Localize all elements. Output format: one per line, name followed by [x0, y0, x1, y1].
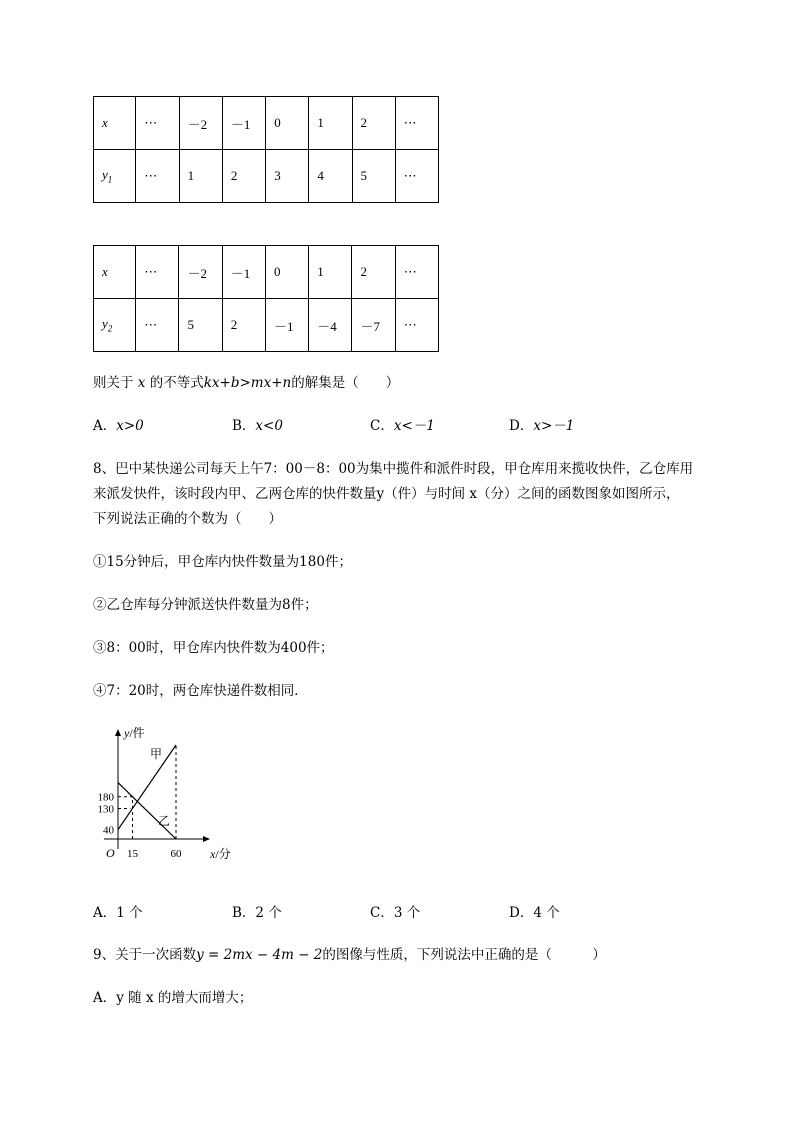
question-8-line-1: 8、巴中某快递公司每天上午7：00－8：00为集中揽件和派件时段，甲仓库用来揽收快件，乙仓库用 [93, 461, 694, 477]
table-cell: ⋯ [395, 97, 438, 150]
table-cell: 2 [352, 97, 395, 150]
option-d[interactable]: D．4 个 [509, 905, 560, 921]
x-tick-label: 60 [170, 848, 182, 860]
option-b[interactable]: B．x<0 [232, 418, 283, 434]
series-label-jia: 甲 [150, 747, 163, 761]
statement-4: ④7：20时，两仓库快递件数相同． [93, 683, 308, 699]
statement-2: ②乙仓库每分钟派送快件数量为8件； [93, 597, 318, 613]
question-7-prompt: 则关于 x 的不等式kx+b>mx+n的解集是（ ） [93, 375, 400, 391]
option-b[interactable]: B．2 个 [232, 905, 282, 921]
table-cell: 1 [179, 150, 222, 203]
table-cell: －2 [179, 97, 222, 150]
table-cell: ⋯ [395, 299, 438, 352]
table-cell: 3 [266, 150, 309, 203]
y-tick-label: 40 [103, 824, 114, 837]
table-cell: 5 [352, 150, 395, 203]
table-cell: ⋯ [136, 97, 179, 150]
x-tick-label: 15 [127, 848, 138, 860]
table-row-label: $y_2$ [94, 299, 136, 352]
table-cell: 2 [222, 150, 265, 203]
table-cell: －1 [222, 97, 265, 150]
series-label-yi: 乙 [158, 814, 171, 828]
table-cell: －1 [265, 299, 308, 352]
option-c[interactable]: C．x<－1 [370, 418, 435, 434]
table-cell: －2 [179, 246, 222, 299]
y-tick-label: 130 [97, 803, 114, 816]
option-a[interactable]: A．y 随 x 的增大而增大； [93, 990, 253, 1006]
table-cell: x [94, 97, 136, 150]
table-cell: ⋯ [136, 150, 179, 203]
table-cell: 2 [222, 299, 265, 352]
table-cell: 5 [179, 299, 222, 352]
statement-3: ③8：00时，甲仓库内快件数为400件； [93, 640, 334, 656]
table-cell: ⋯ [136, 299, 179, 352]
table-cell: 4 [309, 150, 352, 203]
statement-1: ①15分钟后，甲仓库内快件数量为180件； [93, 554, 352, 570]
table-cell: 2 [352, 246, 395, 299]
y-tick-label: 180 [97, 791, 114, 804]
x-axis-label: x/分 [210, 847, 231, 861]
option-d[interactable]: D．x>－1 [509, 418, 575, 434]
question-8-line-3: 下列说法正确的个数为（ ） [93, 511, 282, 527]
y-axis-arrow-icon [115, 729, 121, 736]
table-cell: 0 [265, 246, 308, 299]
table-cell: ⋯ [395, 150, 438, 203]
table-cell: x [94, 246, 136, 299]
origin-label: O [106, 846, 115, 860]
option-a[interactable]: A．x>0 [93, 418, 144, 434]
series-line-yi [118, 783, 176, 839]
table-row-label: $y_1$ [94, 150, 136, 203]
question-9-prompt: 9、关于一次函数y = 2mx − 4m − 2的图像与性质，下列说法中正确的是（ ） [93, 947, 606, 963]
table-cell: ⋯ [136, 246, 179, 299]
option-c[interactable]: C．3 个 [370, 905, 421, 921]
table-cell: 1 [309, 246, 352, 299]
x-axis-arrow-icon [203, 836, 210, 842]
table-cell: －7 [352, 299, 395, 352]
table-cell: ⋯ [395, 246, 438, 299]
table-cell: 1 [309, 97, 352, 150]
table-cell: 0 [266, 97, 309, 150]
question-8-line-2: 来派发快件，该时段内甲、乙两仓库的快件数量y（件）与时间 x（分）之间的函数图象如图所示， [93, 486, 680, 502]
option-a[interactable]: A．1 个 [93, 905, 143, 921]
table-cell: －4 [309, 299, 352, 352]
y-axis-label: y/件 [124, 726, 145, 740]
table-cell: －1 [222, 246, 265, 299]
